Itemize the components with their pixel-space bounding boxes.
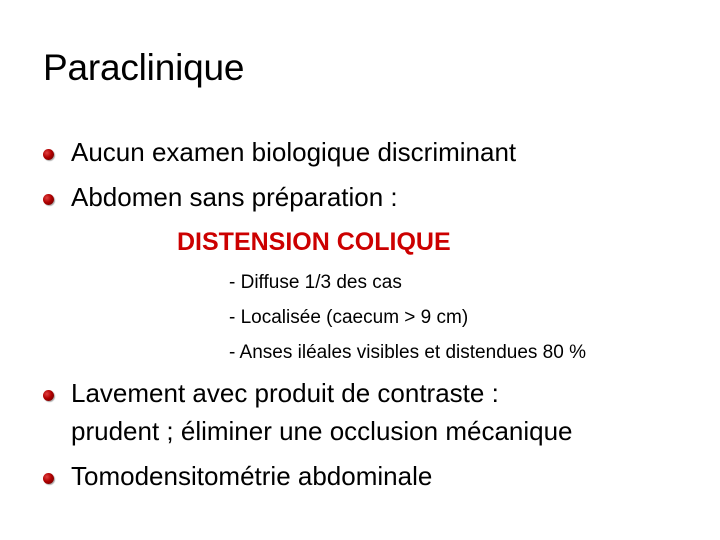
bullet-text: Abdomen sans préparation : xyxy=(71,182,398,212)
sub-item: - Anses iléales visibles et distendues 80 % xyxy=(229,342,586,363)
red-ball-bullet-icon xyxy=(43,149,54,160)
bullet-text: Aucun examen biologique discriminant xyxy=(71,137,517,167)
red-ball-bullet-icon xyxy=(43,194,54,205)
subheading: DISTENSION COLIQUE xyxy=(177,228,451,256)
sub-item: - Localisée (caecum > 9 cm) xyxy=(229,307,469,328)
bullet-text: Lavement avec produit de contraste : xyxy=(71,378,499,408)
bullet-text-continuation: prudent ; éliminer une occlusion mécanique xyxy=(71,416,573,446)
sub-item: - Diffuse 1/3 des cas xyxy=(229,272,402,293)
red-ball-bullet-icon xyxy=(43,473,54,484)
bullet-text: Tomodensitométrie abdominale xyxy=(71,461,433,491)
red-ball-bullet-icon xyxy=(43,390,54,401)
slide-title: Paraclinique xyxy=(43,47,245,88)
